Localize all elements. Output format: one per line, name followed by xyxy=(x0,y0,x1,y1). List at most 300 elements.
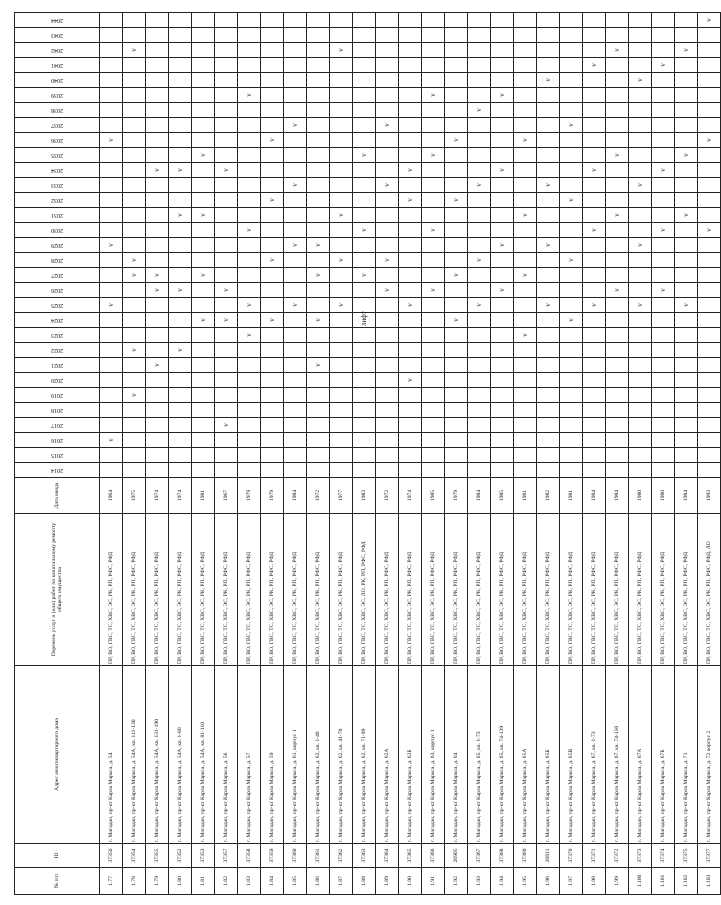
year-cell-2025 xyxy=(330,298,353,313)
year-cell-2033 xyxy=(560,178,583,193)
year-cell-2033 xyxy=(261,178,284,193)
header-year-label: Дата ввода xyxy=(53,482,60,509)
year-cell-2038 xyxy=(123,103,146,118)
year-cell-2022 xyxy=(445,343,468,358)
year-cell-2018 xyxy=(261,403,284,418)
row-number: 1.88 xyxy=(353,868,376,895)
year-mark: v xyxy=(336,303,345,307)
year-cell-2028 xyxy=(123,253,146,268)
year-cell-2043 xyxy=(169,28,192,43)
row-number: 1.90 xyxy=(399,868,422,895)
year-cell-2031 xyxy=(399,208,422,223)
year-mark: v xyxy=(451,138,460,142)
year-cell-2031 xyxy=(284,208,307,223)
year-cell-2026 xyxy=(307,283,330,298)
year-cell-2016 xyxy=(583,433,606,448)
year-cell-2017 xyxy=(422,418,445,433)
year-mark: v xyxy=(405,168,414,172)
year-cell-2037 xyxy=(123,118,146,133)
year-cell-2026 xyxy=(192,283,215,298)
year-cell-2042 xyxy=(537,43,560,58)
year-cell-2017 xyxy=(192,418,215,433)
year-cell-2020 xyxy=(514,373,537,388)
year-cell-2017 xyxy=(629,418,652,433)
year-cell-2035 xyxy=(468,148,491,163)
year-cell-2023 xyxy=(307,328,330,343)
year-mark: v xyxy=(290,303,299,307)
year-cell-2028 xyxy=(537,253,560,268)
year-mark: v xyxy=(175,348,184,352)
header-year-2022 xyxy=(15,343,100,358)
year-cell-2041 xyxy=(169,58,192,73)
year-cell-2020 xyxy=(468,373,491,388)
year-cell-2036 xyxy=(698,133,721,148)
row-id: 37365 xyxy=(399,844,422,868)
year-cell-2043 xyxy=(514,28,537,43)
year-cell-2035 xyxy=(606,148,629,163)
year-cell-2024 xyxy=(192,313,215,328)
year-cell-2017 xyxy=(123,418,146,433)
year-cell-2042 xyxy=(514,43,537,58)
year-cell-2029 xyxy=(215,238,238,253)
year-cell-2041 xyxy=(261,58,284,73)
header-year-2016 xyxy=(15,433,100,448)
year-cell-2027 xyxy=(537,268,560,283)
row-services: ПР, ВО, ГВС, ТС, ХВС, ЭС, РК, РП, РФС, РФД xyxy=(537,514,560,666)
row-id: 37374 xyxy=(652,844,675,868)
year-cell-2021 xyxy=(560,358,583,373)
year-cell-2015 xyxy=(629,448,652,463)
table-row xyxy=(514,13,537,895)
header-year-label: 2028 xyxy=(50,257,63,264)
year-cell-2032 xyxy=(238,193,261,208)
table-row xyxy=(376,13,399,895)
year-cell-2022 xyxy=(537,343,560,358)
year-cell-2035 xyxy=(652,148,675,163)
year-cell-2040 xyxy=(698,73,721,88)
year-cell-2035 xyxy=(307,148,330,163)
year-cell-2018 xyxy=(169,403,192,418)
year-cell-2042 xyxy=(376,43,399,58)
year-cell-2033 xyxy=(169,178,192,193)
year-mark: v xyxy=(244,303,253,307)
year-cell-2022 xyxy=(307,343,330,358)
year-cell-2017 xyxy=(238,418,261,433)
year-cell-2034 xyxy=(675,163,698,178)
year-cell-2044 xyxy=(629,13,652,28)
year-cell-2015 xyxy=(560,448,583,463)
year-cell-2028 xyxy=(629,253,652,268)
year-mark: v xyxy=(497,93,506,97)
year-cell-2022 xyxy=(583,343,606,358)
year-cell-2019 xyxy=(100,388,123,403)
year-cell-2042 xyxy=(330,43,353,58)
row-number: 1.85 xyxy=(284,868,307,895)
header-year-2041 xyxy=(15,58,100,73)
header-num xyxy=(15,868,100,895)
year-cell-2041 xyxy=(192,58,215,73)
year-cell-2018 xyxy=(284,403,307,418)
year-mark: v xyxy=(175,213,184,217)
year-cell-2028 xyxy=(284,253,307,268)
row-id: 37363 xyxy=(353,844,376,868)
year-cell-2014 xyxy=(537,463,560,478)
year-cell-2014 xyxy=(192,463,215,478)
year-cell-2031 xyxy=(560,208,583,223)
year-cell-2044 xyxy=(307,13,330,28)
year-cell-2033 xyxy=(376,178,399,193)
table-row xyxy=(606,13,629,895)
year-cell-2031 xyxy=(491,208,514,223)
year-cell-2037 xyxy=(146,118,169,133)
year-cell-2028 xyxy=(399,253,422,268)
year-cell-2025 xyxy=(560,298,583,313)
header-year-label: 2039 xyxy=(50,92,63,99)
year-cell-2015 xyxy=(192,448,215,463)
year-cell-2044 xyxy=(422,13,445,28)
year-mark: v xyxy=(474,258,483,262)
year-cell-2017 xyxy=(100,418,123,433)
year-cell-2030 xyxy=(330,223,353,238)
year-cell-2041 xyxy=(445,58,468,73)
year-cell-2032 xyxy=(652,193,675,208)
table-row xyxy=(422,13,445,895)
year-mark: v xyxy=(290,123,299,127)
year-cell-2034 xyxy=(445,163,468,178)
year-cell-2018 xyxy=(468,403,491,418)
row-address: г. Магадан, пр-кт Карла Маркса, д. 62, кв. 1-40 xyxy=(307,666,330,844)
year-cell-2038 xyxy=(284,103,307,118)
year-cell-2029 xyxy=(353,238,376,253)
year-cell-2042 xyxy=(307,43,330,58)
year-cell-2037 xyxy=(330,118,353,133)
year-cell-2044 xyxy=(537,13,560,28)
year-cell-2019 xyxy=(238,388,261,403)
year-cell-2016 xyxy=(537,433,560,448)
year-cell-2014 xyxy=(583,463,606,478)
year-cell-2019 xyxy=(675,388,698,403)
year-cell-2034 xyxy=(215,163,238,178)
header-year-2040 xyxy=(15,73,100,88)
year-cell-2031 xyxy=(238,208,261,223)
year-cell-2043 xyxy=(468,28,491,43)
year-cell-2026 xyxy=(675,283,698,298)
year-cell-2014 xyxy=(238,463,261,478)
year-cell-2020 xyxy=(261,373,284,388)
year-cell-2030 xyxy=(399,223,422,238)
year-cell-2020 xyxy=(100,373,123,388)
year-mark: v xyxy=(520,138,529,142)
year-cell-2038 xyxy=(100,103,123,118)
year-cell-2020 xyxy=(376,373,399,388)
year-cell-2029 xyxy=(537,238,560,253)
year-cell-2026 xyxy=(514,283,537,298)
header-year-label: 2044 xyxy=(50,17,63,24)
row-services: ПР, ВО, ГВС, ТС, ХВС, ЭС, РК, РП, РФС, РФД xyxy=(146,514,169,666)
year-cell-2014 xyxy=(284,463,307,478)
year-cell-2027 xyxy=(353,268,376,283)
row-commission-year: 1981 xyxy=(514,478,537,514)
year-cell-2024 xyxy=(445,313,468,328)
year-cell-2032 xyxy=(629,193,652,208)
table-row xyxy=(675,13,698,895)
row-number: 1.98 xyxy=(583,868,606,895)
year-cell-2025 xyxy=(215,298,238,313)
year-cell-2021 xyxy=(583,358,606,373)
year-cell-2043 xyxy=(675,28,698,43)
year-cell-2036 xyxy=(675,133,698,148)
year-cell-2019 xyxy=(353,388,376,403)
year-cell-2035 xyxy=(238,148,261,163)
year-mark: v xyxy=(428,228,437,232)
header-year-2037 xyxy=(15,118,100,133)
year-cell-2041 xyxy=(698,58,721,73)
year-mark: v xyxy=(612,153,621,157)
year-cell-2032 xyxy=(284,193,307,208)
year-cell-2039 xyxy=(422,88,445,103)
year-cell-2017 xyxy=(330,418,353,433)
year-mark: v xyxy=(405,303,414,307)
year-cell-2028 xyxy=(491,253,514,268)
row-number: 1.91 xyxy=(422,868,445,895)
year-cell-2017 xyxy=(560,418,583,433)
header-year-2020 xyxy=(15,373,100,388)
year-mark: v xyxy=(658,63,667,67)
year-cell-2024 xyxy=(146,313,169,328)
year-cell-2015 xyxy=(100,448,123,463)
year-cell-2017 xyxy=(215,418,238,433)
year-cell-2029 xyxy=(514,238,537,253)
row-commission-year: 1979 xyxy=(238,478,261,514)
header-row xyxy=(15,13,100,895)
year-cell-2018 xyxy=(100,403,123,418)
year-cell-2029 xyxy=(238,238,261,253)
year-cell-2038 xyxy=(698,103,721,118)
year-cell-2043 xyxy=(238,28,261,43)
year-cell-2027 xyxy=(652,268,675,283)
year-cell-2036 xyxy=(399,133,422,148)
year-cell-2026 xyxy=(238,283,261,298)
year-cell-2027 xyxy=(491,268,514,283)
row-number: 1.87 xyxy=(330,868,353,895)
year-cell-2041 xyxy=(583,58,606,73)
year-mark: v xyxy=(612,48,621,52)
year-mark: v xyxy=(543,243,552,247)
table-row xyxy=(284,13,307,895)
header-year-2036 xyxy=(15,133,100,148)
year-cell-2040 xyxy=(468,73,491,88)
year-cell-2034 xyxy=(629,163,652,178)
year-cell-2041 xyxy=(629,58,652,73)
row-number: 1.79 xyxy=(146,868,169,895)
row-services: ПР, ВО, ГВС, ТС, ХВС, ЭС, РК, РП, РФС, РФД xyxy=(399,514,422,666)
header-year-label: 2042 xyxy=(50,47,63,54)
year-cell-2035 xyxy=(629,148,652,163)
year-cell-2030 xyxy=(169,223,192,238)
year-cell-2029 xyxy=(583,238,606,253)
year-cell-2021 xyxy=(399,358,422,373)
year-mark: v xyxy=(451,273,460,277)
year-cell-2027 xyxy=(468,268,491,283)
year-cell-2030 xyxy=(261,223,284,238)
year-cell-2035 xyxy=(284,148,307,163)
year-cell-2031 xyxy=(376,208,399,223)
year-cell-2036 xyxy=(284,133,307,148)
year-mark: v xyxy=(681,153,690,157)
header-year-label: 2043 xyxy=(50,32,63,39)
year-cell-2016 xyxy=(330,433,353,448)
year-cell-2032 xyxy=(146,193,169,208)
year-cell-2027 xyxy=(376,268,399,283)
row-commission-year: 1974 xyxy=(146,478,169,514)
row-id: 37369 xyxy=(514,844,537,868)
table-row xyxy=(537,13,560,895)
row-address: г. Магадан, пр-кт Карла Маркса, д. 62Б xyxy=(399,666,422,844)
year-cell-2024 xyxy=(399,313,422,328)
year-cell-2020 xyxy=(422,373,445,388)
year-cell-2026 xyxy=(330,283,353,298)
year-cell-2041 xyxy=(215,58,238,73)
year-cell-2034 xyxy=(537,163,560,178)
year-cell-2015 xyxy=(376,448,399,463)
year-cell-2034 xyxy=(100,163,123,178)
year-cell-2041 xyxy=(399,58,422,73)
year-cell-2016 xyxy=(698,433,721,448)
year-cell-2044 xyxy=(468,13,491,28)
row-id: 37364 xyxy=(376,844,399,868)
year-cell-2024 xyxy=(353,313,376,328)
year-cell-2023 xyxy=(353,328,376,343)
year-cell-2031 xyxy=(445,208,468,223)
year-mark: v xyxy=(267,258,276,262)
year-cell-2018 xyxy=(675,403,698,418)
row-services: ПР, ВО, ГВС, ТС, ХВС, ЭС, РК, РП, РФС, РФД xyxy=(307,514,330,666)
table-row xyxy=(583,13,606,895)
year-cell-2027 xyxy=(146,268,169,283)
year-cell-2025 xyxy=(698,298,721,313)
year-cell-2016 xyxy=(491,433,514,448)
year-cell-2032 xyxy=(537,193,560,208)
header-year-label: 2018 xyxy=(50,407,63,414)
row-services: ПР, ВО, ГВС, ТС, ХВС, ЭС, РК, РП, РФС, РФД xyxy=(422,514,445,666)
year-mark: v xyxy=(704,138,713,142)
row-commission-year: 1984 xyxy=(468,478,491,514)
year-cell-2033 xyxy=(284,178,307,193)
year-cell-2026 xyxy=(284,283,307,298)
year-cell-2018 xyxy=(445,403,468,418)
row-services: ПР, ВО, ГВС, ТС, ХВС, ЭС, РК, РП, РФС, РФД xyxy=(100,514,123,666)
year-cell-2042 xyxy=(215,43,238,58)
year-cell-2036 xyxy=(376,133,399,148)
year-cell-2023 xyxy=(514,328,537,343)
row-address: г. Магадан, пр-кт Карла Маркса, д. 67Б xyxy=(652,666,675,844)
year-cell-2029 xyxy=(445,238,468,253)
year-cell-2038 xyxy=(376,103,399,118)
year-cell-2036 xyxy=(560,133,583,148)
year-cell-2022 xyxy=(261,343,284,358)
row-id: 37355 xyxy=(146,844,169,868)
year-cell-2029 xyxy=(192,238,215,253)
year-cell-2020 xyxy=(537,373,560,388)
year-cell-2038 xyxy=(491,103,514,118)
year-mark: v xyxy=(198,273,207,277)
year-cell-2020 xyxy=(192,373,215,388)
header-year-2032 xyxy=(15,193,100,208)
year-cell-2042 xyxy=(698,43,721,58)
year-cell-2026 xyxy=(146,283,169,298)
year-cell-2035 xyxy=(399,148,422,163)
year-cell-2044 xyxy=(192,13,215,28)
year-cell-2023 xyxy=(468,328,491,343)
year-cell-2041 xyxy=(307,58,330,73)
row-id: 37370 xyxy=(560,844,583,868)
year-mark: v xyxy=(520,273,529,277)
year-cell-2030 xyxy=(215,223,238,238)
year-cell-2024 xyxy=(560,313,583,328)
year-cell-2039 xyxy=(583,88,606,103)
year-cell-2037 xyxy=(376,118,399,133)
row-id: 37352 xyxy=(169,844,192,868)
year-cell-2039 xyxy=(560,88,583,103)
year-cell-2038 xyxy=(330,103,353,118)
year-cell-2042 xyxy=(491,43,514,58)
header-year-2039 xyxy=(15,88,100,103)
year-cell-2037 xyxy=(353,118,376,133)
year-cell-2027 xyxy=(606,268,629,283)
year-mark: v xyxy=(566,198,575,202)
year-cell-2033 xyxy=(629,178,652,193)
year-cell-2030 xyxy=(468,223,491,238)
year-cell-2028 xyxy=(238,253,261,268)
year-cell-2033 xyxy=(353,178,376,193)
year-mark: v xyxy=(658,288,667,292)
year-cell-2038 xyxy=(422,103,445,118)
year-cell-2030 xyxy=(445,223,468,238)
header-year-2026 xyxy=(15,283,100,298)
year-cell-2026 xyxy=(560,283,583,298)
year-cell-2042 xyxy=(399,43,422,58)
row-services: ПР, ВО, ГВС, ТС, ХВС, ЭС, РК, РП, РФС, РФД xyxy=(123,514,146,666)
year-cell-2037 xyxy=(169,118,192,133)
year-cell-2019 xyxy=(261,388,284,403)
year-cell-2040 xyxy=(238,73,261,88)
year-cell-2017 xyxy=(445,418,468,433)
row-commission-year: 1981 xyxy=(560,478,583,514)
year-cell-2027 xyxy=(445,268,468,283)
year-cell-2037 xyxy=(560,118,583,133)
year-cell-2023 xyxy=(146,328,169,343)
year-cell-2043 xyxy=(652,28,675,43)
year-cell-2035 xyxy=(353,148,376,163)
year-cell-2040 xyxy=(537,73,560,88)
year-cell-2014 xyxy=(146,463,169,478)
year-cell-2039 xyxy=(100,88,123,103)
year-mark: v xyxy=(198,213,207,217)
year-cell-2039 xyxy=(215,88,238,103)
year-cell-2036 xyxy=(514,133,537,148)
year-cell-2044 xyxy=(100,13,123,28)
year-cell-2038 xyxy=(606,103,629,118)
year-cell-2038 xyxy=(169,103,192,118)
year-cell-2029 xyxy=(376,238,399,253)
year-mark: v xyxy=(106,243,115,247)
year-cell-2026 xyxy=(123,283,146,298)
year-cell-2039 xyxy=(514,88,537,103)
year-cell-2022 xyxy=(422,343,445,358)
year-cell-2031 xyxy=(514,208,537,223)
header-year-label: 2021 xyxy=(50,362,63,369)
year-cell-2035 xyxy=(376,148,399,163)
